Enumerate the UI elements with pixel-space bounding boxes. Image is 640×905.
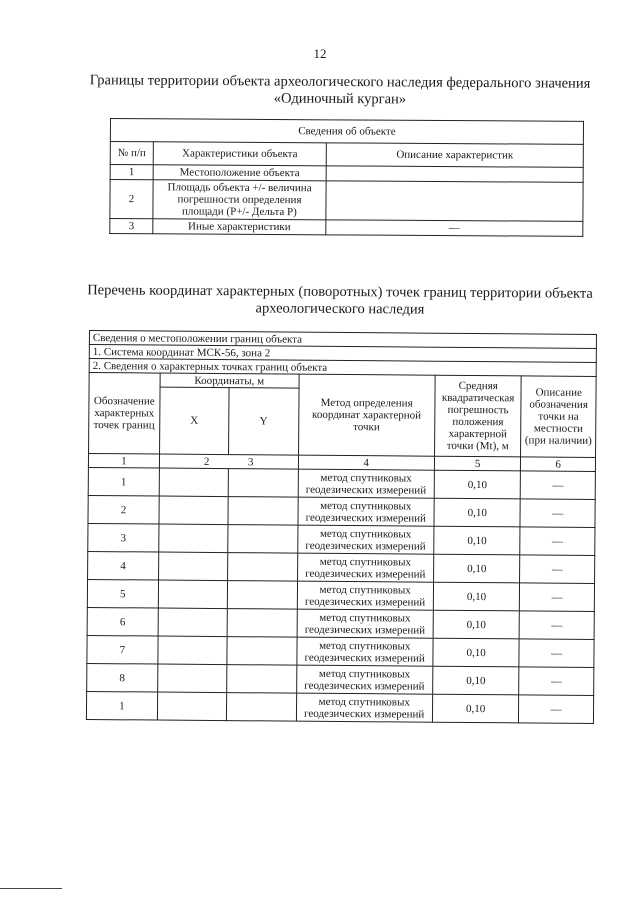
location-caption: Сведения о местоположении границ объекта	[89, 331, 596, 349]
row-y	[228, 497, 298, 526]
row-characteristic: Площадь объекта +/- величина погрешности определения площади (P+/- Дельта P)	[153, 180, 326, 220]
column-header-description: Описание характеристик	[326, 143, 583, 168]
row-method: метод спутниковых геодезических измерений	[297, 553, 433, 582]
row-number: 3	[110, 219, 153, 234]
column-header-number: № п/п	[110, 142, 153, 165]
coordinates-list-title: Перечень координат характерных (поворотных) точек границ территории объекта археологического наследия	[87, 282, 593, 318]
row-characteristic: Иные характеристики	[153, 219, 326, 235]
row-number: 1	[110, 165, 153, 180]
page-number: 12	[313, 46, 327, 61]
row-x	[157, 692, 227, 721]
row-point: 1	[86, 691, 157, 720]
coordinates-table	[86, 330, 597, 724]
table-row	[88, 523, 595, 555]
row-description: —	[519, 639, 594, 668]
object-boundaries-title: Границы территории объекта археологического наследия федерального значения «Одиночный курган»	[89, 72, 591, 108]
table-row	[87, 635, 594, 667]
row-description	[326, 166, 583, 183]
row-description: —	[521, 471, 596, 500]
row-x	[159, 468, 229, 497]
footnote-line	[0, 888, 62, 889]
row-description: —	[326, 220, 583, 237]
row-point: 6	[87, 607, 158, 636]
column-number: 4	[298, 455, 434, 470]
table-row	[87, 607, 594, 639]
row-method: метод спутниковых геодезических измерений	[297, 581, 433, 610]
table-row	[110, 219, 583, 237]
row-error: 0,10	[432, 694, 519, 723]
row-description: —	[520, 499, 595, 528]
column-header-point: Обозначение характерных точек границ	[89, 373, 160, 455]
column-number: 2 3	[159, 454, 298, 469]
object-info-table	[109, 118, 584, 237]
row-point: 5	[87, 579, 158, 608]
row-y	[227, 693, 297, 722]
row-error: 0,10	[432, 666, 519, 695]
column-header-coordinates: Координаты, м	[160, 373, 299, 388]
row-method: метод спутниковых геодезических измерений	[297, 525, 433, 554]
table-row	[88, 551, 595, 583]
table-row	[87, 663, 594, 695]
coordinate-system-caption: 1. Система координат МСК-56, зона 2	[89, 345, 596, 363]
row-point: 7	[87, 635, 158, 664]
column-header-x: X	[159, 387, 229, 455]
row-point: 3	[88, 523, 159, 552]
row-y	[228, 469, 298, 498]
row-characteristic: Местоположение объекта	[153, 165, 326, 181]
row-number: 2	[110, 180, 153, 219]
row-error: 0,10	[433, 638, 520, 667]
row-x	[158, 636, 228, 665]
column-header-method: Метод определения координат характерной точки	[298, 374, 435, 456]
row-method: метод спутниковых геодезических измерений	[297, 609, 433, 638]
row-error: 0,10	[434, 498, 521, 527]
row-description	[326, 181, 583, 222]
row-y	[227, 637, 297, 666]
row-x	[158, 608, 228, 637]
row-description: —	[520, 583, 595, 612]
row-error: 0,10	[434, 526, 521, 555]
row-point: 1	[88, 467, 159, 496]
row-method: метод спутниковых геодезических измерений	[296, 665, 432, 694]
row-description: —	[520, 611, 595, 640]
row-description: —	[520, 555, 595, 584]
row-description: —	[519, 695, 594, 724]
row-error: 0,10	[433, 610, 520, 639]
table-row	[88, 467, 595, 499]
column-number: 6	[521, 457, 596, 472]
row-method: метод спутниковых геодезических измерений	[296, 637, 432, 666]
row-x	[159, 496, 229, 525]
object-info-caption: Сведения об объекте	[110, 119, 583, 145]
table-row	[110, 180, 583, 222]
column-header-y: Y	[229, 388, 299, 456]
row-error: 0,10	[433, 554, 520, 583]
column-number: 1	[88, 454, 159, 469]
row-x	[158, 552, 228, 581]
row-y	[228, 525, 298, 554]
row-x	[157, 664, 227, 693]
table-row	[87, 579, 594, 611]
row-point: 4	[88, 551, 159, 580]
column-header-characteristics: Характеристики объекта	[153, 142, 326, 166]
row-point: 8	[87, 663, 158, 692]
row-method: метод спутниковых геодезических измерений	[298, 469, 434, 498]
column-number: 5	[434, 456, 521, 471]
table-row	[88, 495, 595, 527]
table-row	[86, 691, 593, 723]
row-y	[227, 665, 297, 694]
points-caption: 2. Сведения о характерных точках границ объекта	[89, 359, 596, 377]
row-description: —	[520, 527, 595, 556]
row-point: 2	[88, 495, 159, 524]
column-header-error: Средняя квадратическая погрешность положения характерной точки (Mt), м	[434, 375, 521, 457]
row-y	[228, 553, 298, 582]
column-header-description: Описание обозначения точки на местности (при наличии)	[521, 376, 596, 458]
row-method: метод спутниковых геодезических измерений	[298, 497, 434, 526]
row-x	[158, 580, 228, 609]
row-description: —	[519, 667, 594, 696]
row-method: метод спутниковых геодезических измерений	[296, 693, 432, 722]
row-error: 0,10	[433, 582, 520, 611]
row-x	[159, 524, 229, 553]
row-y	[228, 581, 298, 610]
row-y	[227, 609, 297, 638]
row-error: 0,10	[434, 470, 521, 499]
